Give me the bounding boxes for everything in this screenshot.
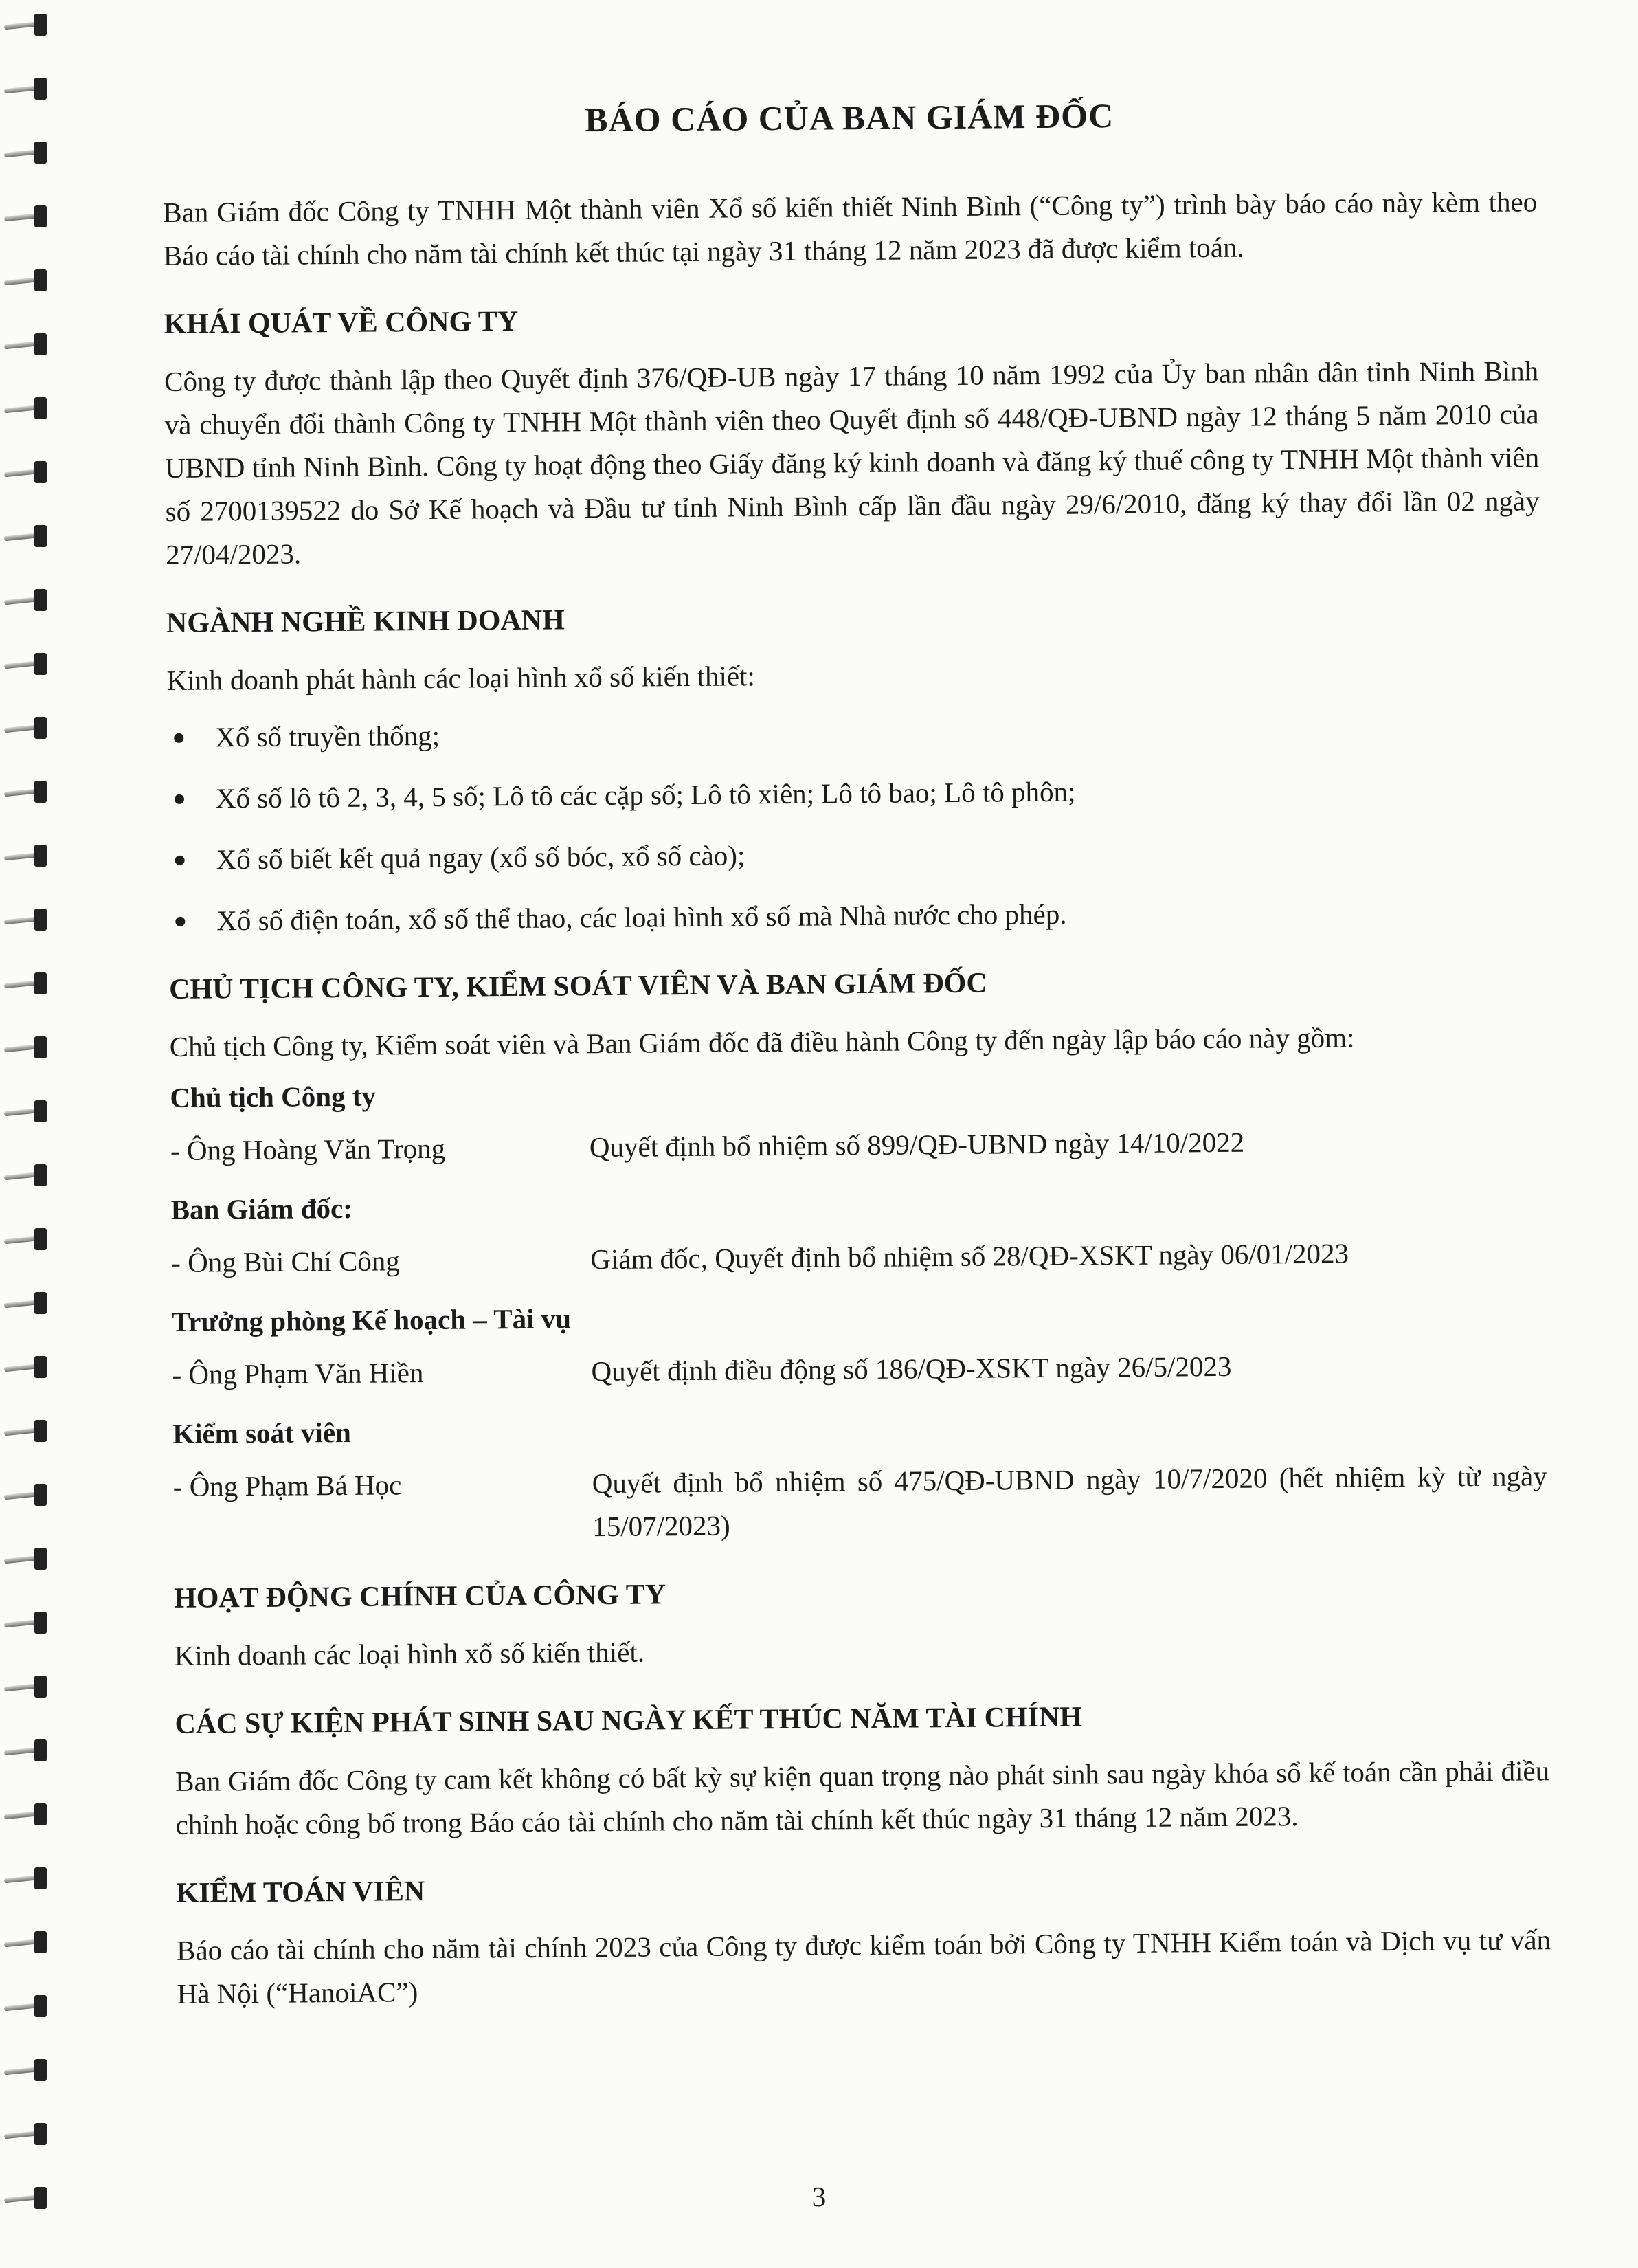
- binding-ring: [4, 1100, 48, 1124]
- person-decision: Quyết định bổ nhiệm số 899/QĐ-UBND ngày 14/10/2022: [589, 1126, 1245, 1164]
- management-intro: Chủ tịch Công ty, Kiểm soát viên và Ban Giám đốc đã điều hành Công ty đến ngày lập báo cáo này gồm:: [169, 1021, 1355, 1063]
- management-heading: CHỦ TỊCH CÔNG TY, KIỂM SOÁT VIÊN VÀ BAN GIÁM ĐỐC: [168, 967, 987, 1005]
- binding-ring: [4, 1164, 48, 1188]
- binding-ring: [4, 205, 48, 229]
- binding-ring: [4, 972, 48, 996]
- binding-ring: [4, 1420, 48, 1443]
- binding-ring: [4, 1228, 48, 1252]
- person-name: - Ông Phạm Bá Học: [172, 1469, 402, 1502]
- list-item: Xổ số biết kết quả ngay (xổ số bóc, xổ số cào);: [168, 827, 1542, 882]
- table-row: [170, 1118, 1545, 1172]
- person-name: - Ông Hoàng Văn Trọng: [170, 1132, 446, 1166]
- directors-title: Ban Giám đốc:: [170, 1192, 353, 1225]
- binding-ring: [4, 1036, 48, 1060]
- binding-ring: [4, 1292, 48, 1315]
- binding-ring: [4, 845, 48, 868]
- person-decision: Quyết định điều động số 186/QĐ-XSKT ngày 26/5/2023: [591, 1350, 1232, 1388]
- business-intro: Kinh doanh phát hành các loại hình xổ số kiến thiết:: [166, 660, 756, 696]
- overview-heading: KHÁI QUÁT VỀ CÔNG TY: [164, 305, 519, 340]
- bullet-icon: [175, 856, 185, 865]
- binding-ring: [4, 653, 48, 676]
- activities-paragraph: Kinh doanh các loại hình xổ số kiến thiết.: [174, 1636, 645, 1671]
- binding-ring: [4, 142, 48, 165]
- controller-title: Kiểm soát viên: [172, 1416, 352, 1449]
- person-decision: Giám đốc, Quyết định bổ nhiệm số 28/QĐ-XSKT ngày 06/01/2023: [590, 1237, 1349, 1276]
- intro-paragraph: Ban Giám đốc Công ty TNHH Một thành viên Xổ số kiến thiết Ninh Bình (“Công ty”) trình bày báo cáo này kèm theo Báo cáo tài chính cho năm tài chính kết thúc tại ngày 31 tháng 12 năm 2023 đã được kiểm toán.: [163, 186, 1538, 271]
- binding-ring: [4, 717, 48, 740]
- overview-paragraph: Công ty được thành lập theo Quyết định 376/QĐ-UB ngày 17 tháng 10 năm 1992 của Ủy ban nhân dân tỉnh Ninh Bình và chuyển đổi thành Công ty TNHH Một thành viên theo Quyết định số 448/QĐ-UBND ngày 12 tháng 5 năm 2010 của UBND tỉnh Ninh Bình. Công ty hoạt động theo Giấy đăng ký kinh doanh và đăng ký thuế công ty TNHH Một thành viên số 2700139522 do Sở Kế hoạch và Đầu tư tỉnh Ninh Bình cấp lần đầu ngày 29/6/2010, đăng ký thay đổi lần 02 ngày 27/04/2023.: [164, 355, 1540, 570]
- binding-ring: [4, 2123, 48, 2146]
- binding-ring: [4, 461, 48, 485]
- person-name: - Ông Phạm Văn Hiền: [172, 1357, 424, 1390]
- binding-ring: [4, 589, 48, 612]
- table-row: [173, 1454, 1548, 1552]
- binding-ring: [4, 269, 48, 293]
- events-paragraph: Ban Giám đốc Công ty cam kết không có bất kỳ sự kiện quan trọng nào phát sinh sau ngày khóa sổ kế toán cần phải điều chỉnh hoặc công bố trong Báo cáo tài chính cho năm tài chính kết thúc ngày 31 tháng 12 năm 2023.: [175, 1755, 1550, 1841]
- binding-ring: [4, 397, 48, 421]
- business-heading: NGÀNH NGHỀ KINH DOANH: [166, 604, 565, 639]
- binding-ring: [4, 1612, 48, 1635]
- binding-ring: [4, 1739, 48, 1763]
- chairman-title: Chủ tịch Công ty: [170, 1080, 377, 1113]
- activities-heading: HOẠT ĐỘNG CHÍNH CỦA CÔNG TY: [173, 1579, 666, 1614]
- list-item: Xổ số lô tô 2, 3, 4, 5 số; Lô tô các cặp số; Lô tô xiên; Lô tô bao; Lô tô phôn;: [168, 766, 1542, 821]
- page-number: 3: [811, 2181, 827, 2212]
- table-row: [172, 1342, 1546, 1397]
- bullet-icon: [175, 794, 184, 804]
- list-item: Xổ số điện toán, xổ số thể thao, các loại hình xổ số mà Nhà nước cho phép.: [168, 889, 1542, 943]
- page-title: BÁO CÁO CỦA BAN GIÁM ĐỐC: [585, 96, 1114, 140]
- binding-ring: [4, 333, 48, 357]
- binding-ring: [4, 1867, 48, 1891]
- auditor-heading: KIỂM TOÁN VIÊN: [176, 1876, 425, 1909]
- bullet-icon: [175, 917, 185, 926]
- binding-ring: [4, 1931, 48, 1955]
- binding-ring: [4, 1484, 48, 1507]
- binding-ring: [4, 1356, 48, 1379]
- spiral-binding: [0, 0, 62, 2268]
- events-heading: CÁC SỰ KIỆN PHÁT SINH SAU NGÀY KẾT THÚC NĂM TÀI CHÍNH: [175, 1701, 1083, 1740]
- bullet-icon: [174, 733, 183, 743]
- business-list: [167, 705, 1543, 943]
- finance-head-title: Trưởng phòng Kế hoạch – Tài vụ: [171, 1302, 572, 1337]
- binding-ring: [4, 525, 48, 548]
- person-name: - Ông Bùi Chí Công: [171, 1245, 401, 1278]
- document-body: [162, 92, 1551, 2046]
- binding-ring: [4, 2059, 48, 2082]
- list-item: Xổ số truyền thống;: [167, 705, 1541, 759]
- binding-ring: [4, 909, 48, 932]
- binding-ring: [4, 78, 48, 101]
- binding-ring: [4, 1803, 48, 1827]
- binding-ring: [4, 781, 48, 804]
- binding-ring: [4, 14, 48, 37]
- person-decision: Quyết định bổ nhiệm số 475/QĐ-UBND ngày 10/7/2020 (hết nhiệm kỳ từ ngày 15/07/2023): [592, 1460, 1547, 1543]
- binding-ring: [4, 1676, 48, 1699]
- binding-ring: [4, 1548, 48, 1571]
- table-row: [171, 1230, 1545, 1285]
- binding-ring: [4, 1995, 48, 2019]
- auditor-paragraph: Báo cáo tài chính cho năm tài chính 2023 của Công ty được kiểm toán bởi Công ty TNHH Kiểm toán và Dịch vụ tư vấn Hà Nội (“HanoiAC”): [176, 1924, 1551, 2010]
